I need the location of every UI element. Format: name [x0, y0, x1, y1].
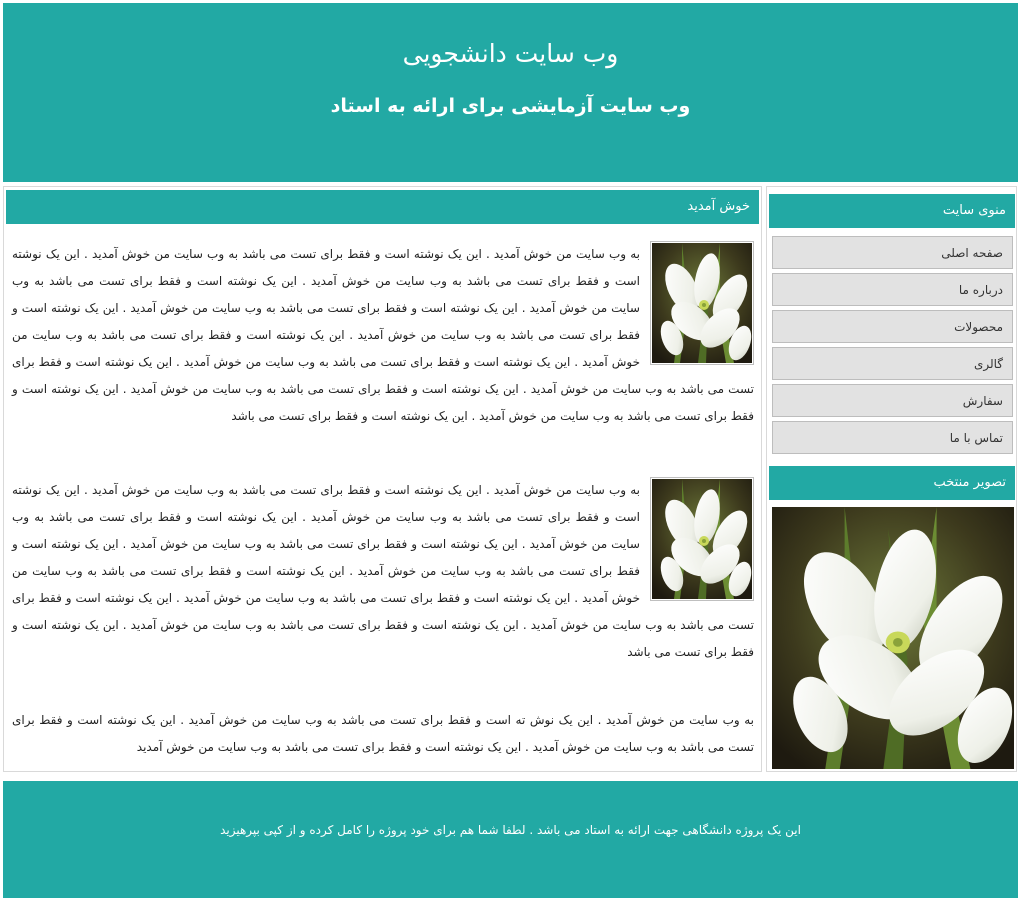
- menu-item-gallery[interactable]: گالری: [772, 347, 1013, 380]
- welcome-heading: خوش آمدید: [6, 190, 759, 224]
- featured-flower-image: [772, 507, 1014, 769]
- article-paragraph-1: [12, 241, 754, 430]
- site-footer: [3, 781, 1018, 898]
- paragraph-text-1: به وب سایت من خوش آمدید . این یک نوشته است و فقط برای تست می باشد به وب سایت من خوش آمدید . این یک نوشته است و فقط برای تست می باشد به وب سایت من خوش آمدید . این یک نوشته است و فقط برای تست می باشد به وب سایت من خوش آمدید . این یک نوشته است و فقط برای تست می باشد به وب سایت من خوش آمدید . این یک نوشته است و فقط برای تست می باشد به وب سایت من خوش آمدید . این یک نوشته است و فقط برای تست می باشد به وب سایت من خوش آمدید . این یک نوشته است و فقط برای تست می باشد به وب سایت من خوش آمدید . این یک نوشته است و فقط برای تست می باشد به وب سایت من خوش آمدید . این یک نوشته است و فقط برای تست می باشد به وب سایت من خوش آمدید . این یک نوشته است و فقط برای تست می باشد به وب سایت من خوش آمدید . این یک نوشته است و فقط برای تست می باشد: [12, 247, 754, 423]
- paragraph-text-3: به وب سایت من خوش آمدید . این یک نوش ته است و فقط برای تست می باشد به وب سایت من خوش آمدید . این یک نوشته است و فقط برای تست می باشد به وب سایت من خوش آمدید . این یک نوشته است و فقط برای تست می باشد به وب سایت من خوش آمدید: [12, 713, 754, 754]
- menu-item-about[interactable]: درباره ما: [772, 273, 1013, 306]
- menu-item-contact[interactable]: تماس با ما: [772, 421, 1013, 454]
- site-header: [3, 3, 1018, 182]
- menu-item-home[interactable]: صفحه اصلی: [772, 236, 1013, 269]
- paragraph-text-2: به وب سایت من خوش آمدید . این یک نوشته است و فقط برای تست می باشد به وب سایت من خوش آمدید . این یک نوشته است و فقط برای تست می باشد به وب سایت من خوش آمدید . این یک نوشته است و فقط برای تست می باشد به وب سایت من خوش آمدید . این یک نوشته است و فقط برای تست می باشد به وب سایت من خوش آمدید . این یک نوشته است و فقط برای تست می باشد به وب سایت من خوش آمدید . این یک نوشته است و فقط برای تست می باشد به وب سایت من خوش آمدید . این یک نوشته است و فقط برای تست می باشد به وب سایت من خوش آمدید . این یک نوشته است و فقط برای تست می باشد به وب سایت من خوش آمدید . این یک نوشته است و فقط برای تست می باشد به وب سایت من خوش آمدید . این یک نوشته است و فقط برای تست می باشد: [12, 483, 754, 659]
- article-paragraph-3: [12, 707, 754, 761]
- main-content: [3, 186, 762, 772]
- site-subtitle: وب سایت آزمایشی برای ارائه به استاد: [330, 95, 691, 117]
- footer-text: این یک پروژه دانشگاهی جهت ارائه به استاد می باشد . لطفا شما هم برای خود پروژه را کامل کرده و از کپی بپرهیزید: [220, 823, 801, 837]
- article-paragraph-2: [12, 477, 754, 666]
- menu-heading: منوی سایت: [769, 194, 1015, 228]
- featured-image-heading: تصویر منتخب: [769, 466, 1015, 500]
- menu-item-products[interactable]: محصولات: [772, 310, 1013, 343]
- sidebar: [766, 186, 1017, 772]
- flower-thumbnail-1: [650, 241, 754, 365]
- menu-item-order[interactable]: سفارش: [772, 384, 1013, 417]
- flower-thumbnail-2: [650, 477, 754, 601]
- site-title: وب سایت دانشجویی: [402, 39, 619, 68]
